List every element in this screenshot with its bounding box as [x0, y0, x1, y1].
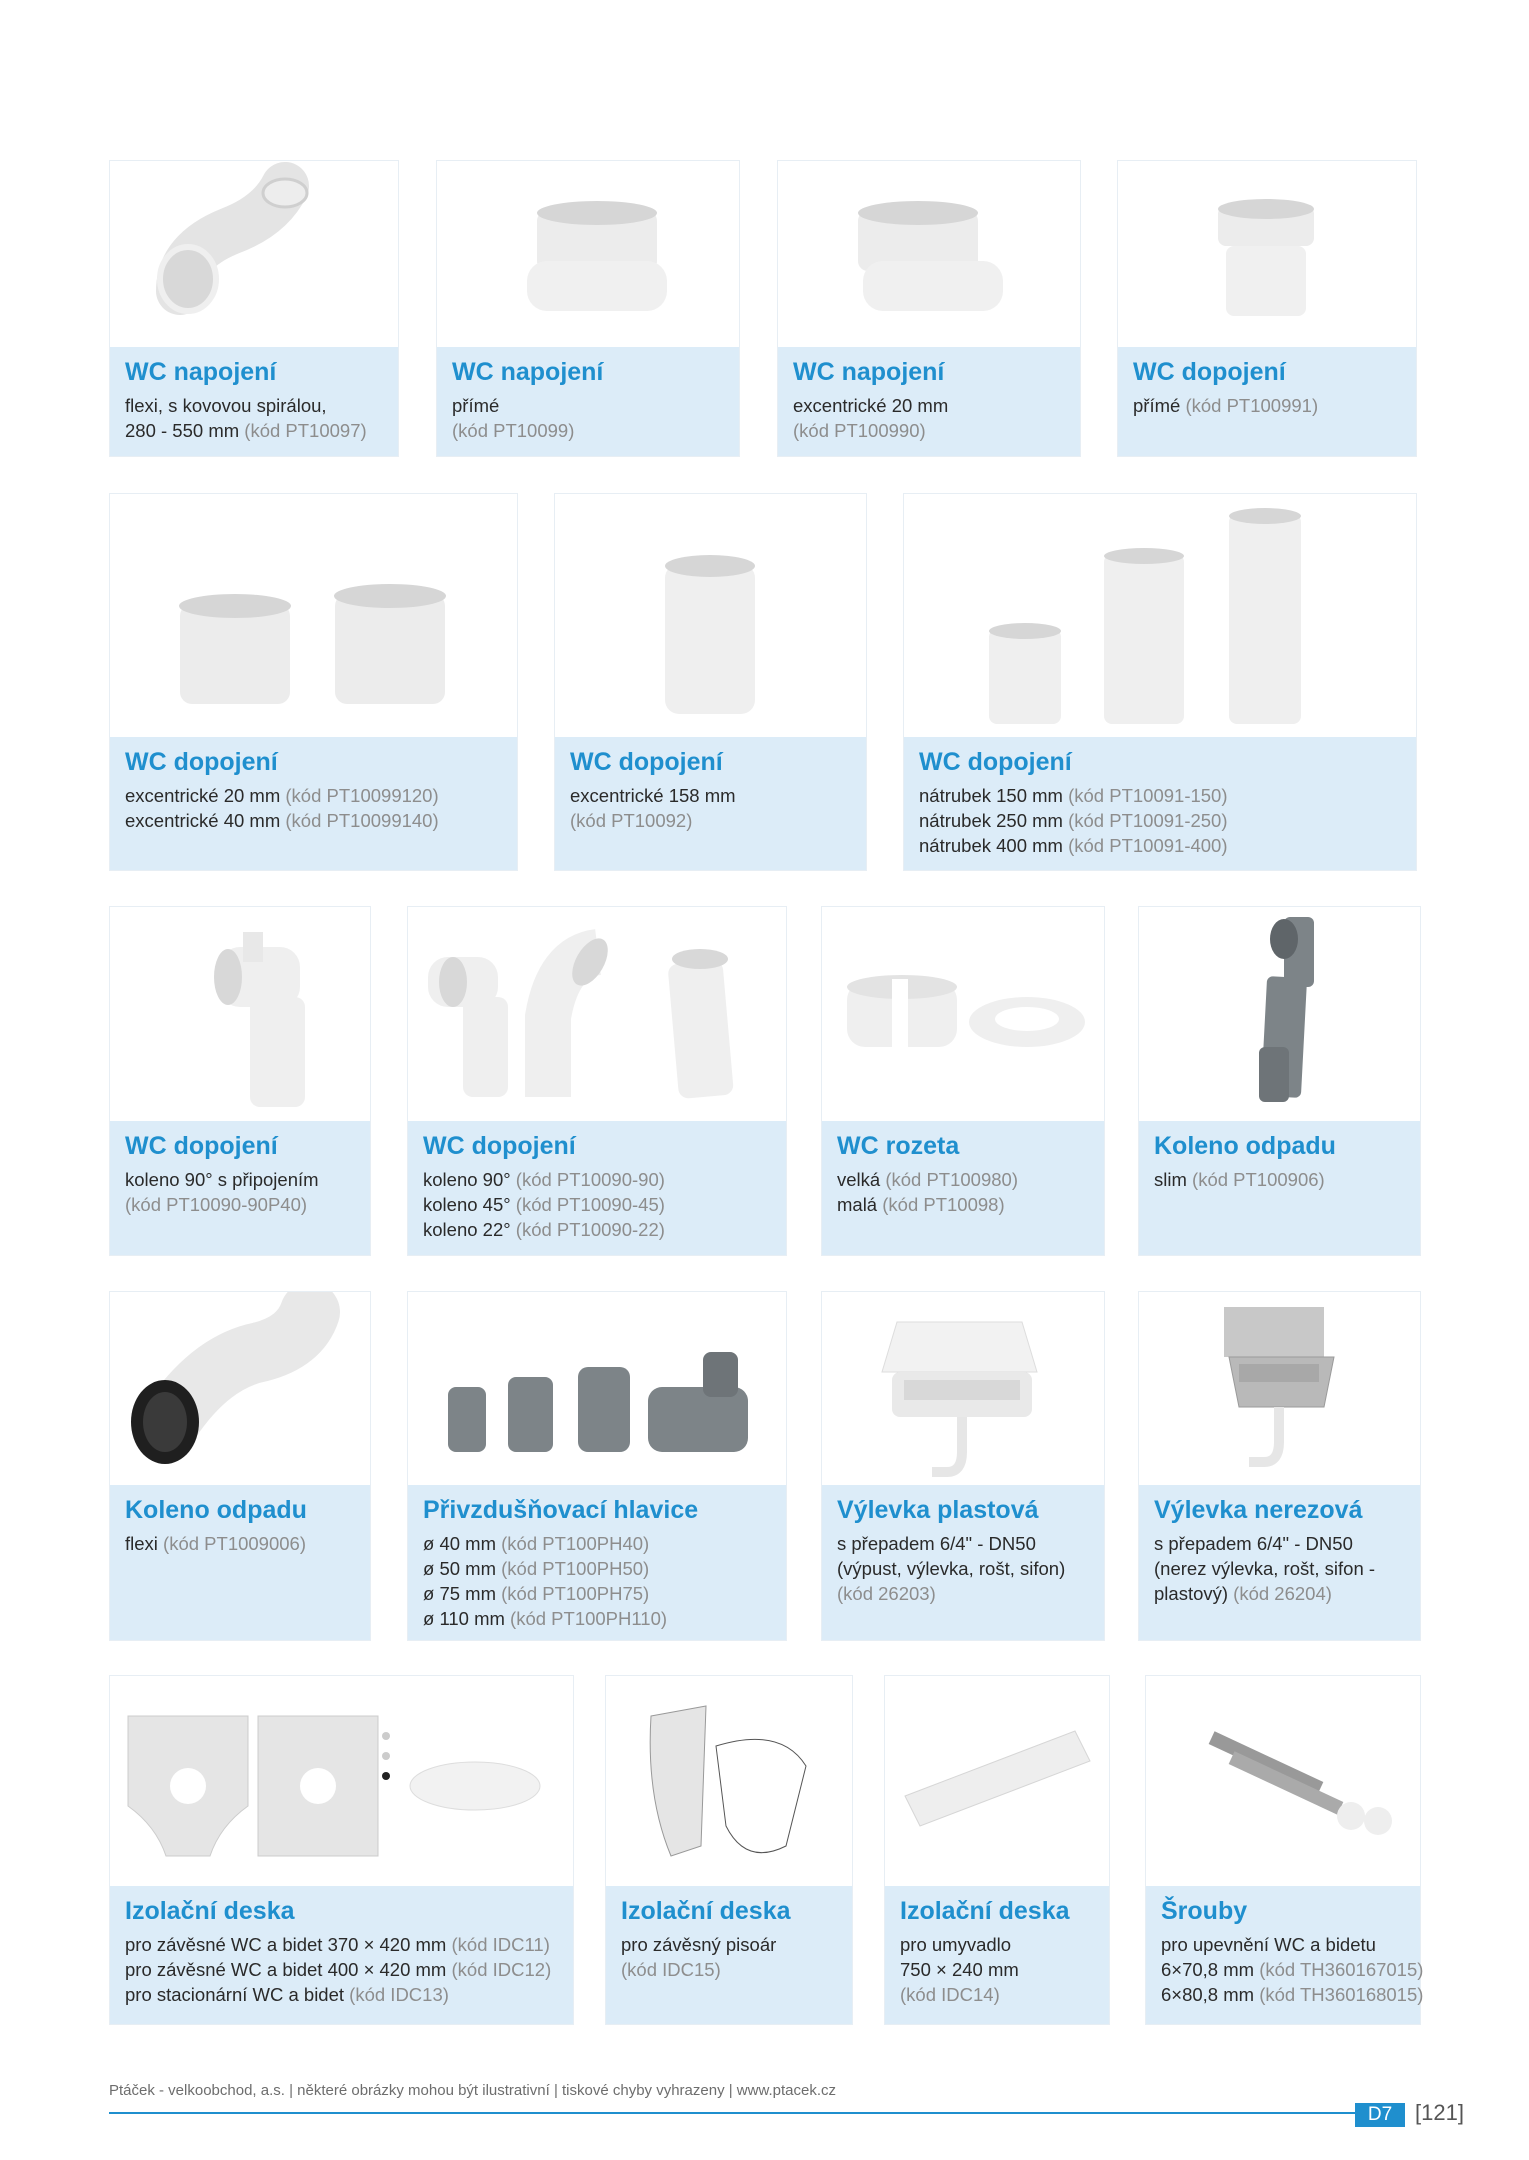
product-title: WC napojení: [452, 358, 604, 386]
product-title: Izolační deska: [125, 1897, 295, 1925]
product-spec: pro umyvadlo: [900, 1934, 1012, 1955]
product-card[interactable]: [407, 1291, 787, 1641]
product-info: [408, 1121, 786, 1255]
product-info: [1139, 1121, 1420, 1255]
product-spec: přímé (kód PT100991): [1133, 395, 1319, 416]
product-spec: flexi (kód PT1009006): [125, 1533, 306, 1554]
product-info: [110, 1485, 370, 1640]
product-title: WC rozeta: [837, 1132, 960, 1160]
product-card[interactable]: [1138, 906, 1421, 1256]
product-spec: velká (kód PT100980): [837, 1169, 1018, 1190]
product-spec: plastový) (kód 26204): [1154, 1583, 1332, 1604]
product-title: WC dopojení: [919, 748, 1072, 776]
product-card[interactable]: [109, 160, 399, 457]
product-spec: excentrické 20 mm: [793, 395, 949, 416]
product-spec: excentrické 20 mm (kód PT10099120): [125, 785, 439, 806]
product-card[interactable]: [777, 160, 1081, 457]
product-info: [822, 1121, 1104, 1255]
product-spec: koleno 90° (kód PT10090-90): [423, 1169, 665, 1190]
product-spec: excentrické 40 mm (kód PT10099140): [125, 810, 439, 831]
product-spec: pro upevnění WC a bidetu: [1161, 1934, 1376, 1955]
product-info: [110, 737, 517, 870]
product-image: [778, 161, 1080, 349]
product-image: [437, 161, 739, 349]
product-card[interactable]: [821, 1291, 1105, 1641]
product-spec: (výpust, výlevka, rošt, sifon): [837, 1558, 1066, 1579]
product-info: [778, 347, 1080, 456]
product-spec: s přepadem 6/4" - DN50: [837, 1533, 1036, 1554]
product-title: WC napojení: [793, 358, 945, 386]
product-image: [555, 494, 866, 739]
product-title: Izolační deska: [900, 1897, 1070, 1925]
product-card[interactable]: [903, 493, 1417, 871]
product-spec: (kód PT100990): [793, 420, 926, 441]
product-spec: pro závěsné WC a bidet 370 × 420 mm (kód IDC11): [125, 1934, 550, 1955]
product-image: [110, 907, 370, 1123]
product-image: [1118, 161, 1416, 349]
product-image: [822, 1292, 1104, 1487]
product-spec: malá (kód PT10098): [837, 1194, 1005, 1215]
product-title: WC dopojení: [570, 748, 723, 776]
product-card[interactable]: [109, 493, 518, 871]
product-spec: ø 50 mm (kód PT100PH50): [423, 1558, 650, 1579]
product-title: WC dopojení: [1133, 358, 1286, 386]
product-info: [1118, 347, 1416, 456]
product-card[interactable]: [821, 906, 1105, 1256]
product-image: [1139, 1292, 1420, 1487]
product-title: Přivzdušňovací hlavice: [423, 1496, 699, 1524]
product-spec: (kód PT10099): [452, 420, 575, 441]
product-image: [110, 1676, 573, 1888]
product-title: WC dopojení: [125, 1132, 278, 1160]
product-image: [904, 494, 1416, 739]
product-title: Šrouby: [1161, 1897, 1248, 1925]
product-spec: ø 40 mm (kód PT100PH40): [423, 1533, 650, 1554]
page-number: [121]: [1415, 2100, 1464, 2125]
product-card[interactable]: [1117, 160, 1417, 457]
product-spec: 750 × 240 mm: [900, 1959, 1019, 1980]
product-card[interactable]: [109, 1291, 371, 1641]
product-image: [885, 1676, 1109, 1888]
product-spec: ø 110 mm (kód PT100PH110): [423, 1608, 668, 1629]
product-spec: 6×80,8 mm (kód TH360168015): [1161, 1984, 1424, 2005]
product-info: [110, 1886, 573, 2024]
product-spec: pro závěsný pisoár: [621, 1934, 777, 1955]
product-title: Výlevka plastová: [837, 1496, 1039, 1524]
product-info: [822, 1485, 1104, 1640]
product-card[interactable]: [1138, 1291, 1421, 1641]
footer-divider: [109, 2112, 1359, 2114]
product-title: WC dopojení: [125, 748, 278, 776]
product-image: [408, 1292, 786, 1487]
product-spec: flexi, s kovovou spirálou,: [125, 395, 327, 416]
product-title: Výlevka nerezová: [1154, 1496, 1363, 1524]
product-card[interactable]: [1145, 1675, 1424, 2025]
product-title: Koleno odpadu: [1154, 1132, 1336, 1160]
product-title: WC napojení: [125, 358, 277, 386]
product-info: [437, 347, 739, 456]
product-image: [606, 1676, 852, 1888]
product-spec: (nerez výlevka, rošt, sifon -: [1154, 1558, 1376, 1579]
product-info: [408, 1485, 786, 1640]
product-title: Izolační deska: [621, 1897, 791, 1925]
product-info: [885, 1886, 1109, 2024]
product-card[interactable]: [436, 160, 740, 457]
product-image: [408, 907, 786, 1123]
product-card[interactable]: [554, 493, 867, 871]
product-spec: koleno 90° s připojením: [125, 1169, 319, 1190]
product-spec: (kód PT10090-90P40): [125, 1194, 308, 1215]
product-spec: ø 75 mm (kód PT100PH75): [423, 1583, 650, 1604]
product-spec: pro závěsné WC a bidet 400 × 420 mm (kód IDC12): [125, 1959, 552, 1980]
product-card[interactable]: [605, 1675, 853, 2025]
product-card[interactable]: [109, 906, 371, 1256]
section-tag: D7: [1355, 2103, 1405, 2127]
product-info: [555, 737, 866, 870]
product-spec: nátrubek 250 mm (kód PT10091-250): [919, 810, 1228, 831]
product-card[interactable]: [407, 906, 787, 1256]
product-spec: nátrubek 400 mm (kód PT10091-400): [919, 835, 1228, 856]
product-card[interactable]: [109, 1675, 574, 2025]
product-image: [1146, 1676, 1420, 1888]
product-spec: (kód PT10092): [570, 810, 693, 831]
product-info: [1139, 1485, 1420, 1640]
product-spec: slim (kód PT100906): [1154, 1169, 1325, 1190]
product-image: [1139, 907, 1420, 1123]
product-spec: přímé: [452, 395, 500, 416]
product-spec: 6×70,8 mm (kód TH360167015): [1161, 1959, 1424, 1980]
product-spec: (kód 26203): [837, 1583, 936, 1604]
product-info: [110, 347, 398, 456]
product-image: [110, 1292, 370, 1487]
product-image: [110, 161, 398, 349]
product-card[interactable]: [884, 1675, 1110, 2025]
product-spec: pro stacionární WC a bidet (kód IDC13): [125, 1984, 449, 2005]
product-info: [606, 1886, 852, 2024]
product-title: WC dopojení: [423, 1132, 576, 1160]
product-info: [904, 737, 1416, 870]
product-image: [822, 907, 1104, 1123]
product-spec: (kód IDC14): [900, 1984, 1000, 2005]
product-spec: koleno 22° (kód PT10090-22): [423, 1219, 665, 1240]
product-spec: nátrubek 150 mm (kód PT10091-150): [919, 785, 1228, 806]
product-spec: excentrické 158 mm: [570, 785, 736, 806]
footer-text: Ptáček - velkoobchod, a.s. | některé obrázky mohou být ilustrativní | tiskové chyby vyhrazeny | www.ptacek.cz: [109, 2082, 837, 2099]
product-title: Koleno odpadu: [125, 1496, 307, 1524]
product-spec: koleno 45° (kód PT10090-45): [423, 1194, 665, 1215]
product-spec: s přepadem 6/4" - DN50: [1154, 1533, 1353, 1554]
product-spec: 280 - 550 mm (kód PT10097): [125, 420, 367, 441]
product-info: [1146, 1886, 1424, 2024]
product-spec: (kód IDC15): [621, 1959, 721, 1980]
product-image: [110, 494, 517, 739]
product-info: [110, 1121, 370, 1255]
